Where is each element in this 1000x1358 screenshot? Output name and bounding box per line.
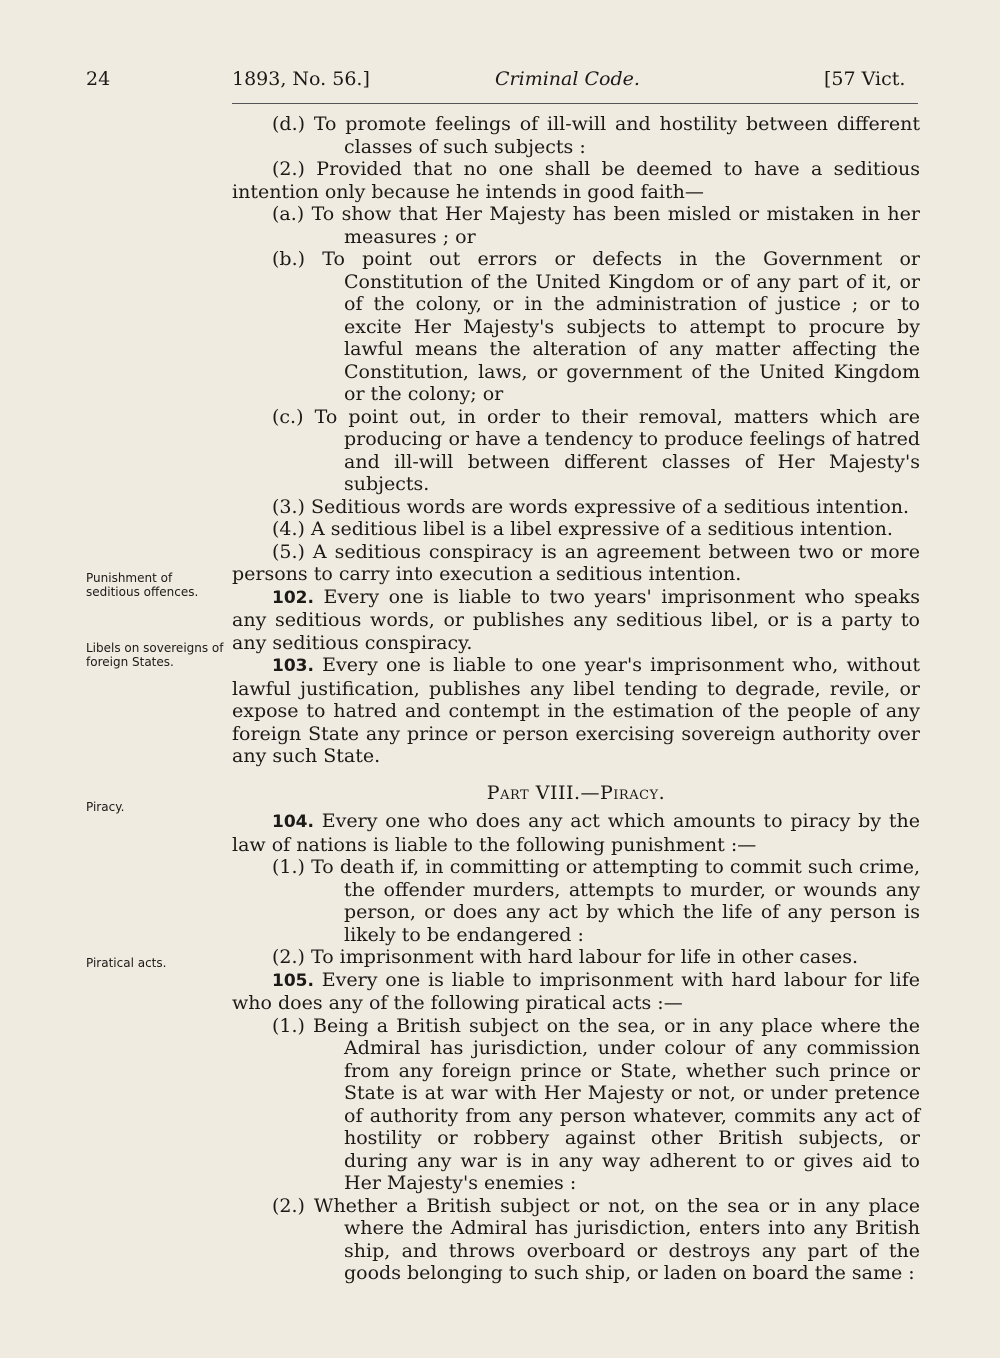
section-103: [232, 654, 920, 768]
act-reference: 1893, No. 56.]: [232, 68, 370, 90]
section-102: [232, 586, 920, 655]
clause-d: (d.) To promote feelings of ill-will and hostility between different classes of such subjects :: [272, 113, 920, 158]
margin-note-102: Punishment of seditious offences.: [86, 571, 199, 599]
part-heading: [232, 782, 920, 805]
section-text-103: Every one is liable to one year's imprisonment who, without lawful justification, publishes any libel tending to degrade, revile, or expose to hatred and contempt in the estimation of the people of any foreign State any prince or person exercising sovereign authority over any such State.: [232, 654, 920, 767]
section-105: [232, 969, 920, 1015]
part-heading-text: Part VIII.—Piracy.: [486, 781, 666, 804]
margin-note-104: Piracy.: [86, 800, 125, 814]
regnal-year: [57 Vict.: [824, 68, 906, 90]
paragraph-105-2: (2.) Whether a British subject or not, on the sea or in any place where the Admiral has jurisdiction, enters into any British ship, and throws overboard or destroys any part of the goods belonging to such ship, or laden on board the same :: [272, 1194, 920, 1284]
paragraph-104-2: (2.) To imprisonment with hard labour for life in other cases.: [272, 946, 858, 968]
section-text-105: Every one is liable to imprisonment with hard labour for life who does any of the following piratical acts :—: [232, 968, 920, 1014]
section-number-103: 103.: [272, 656, 314, 676]
margin-note-105: Piratical acts.: [86, 956, 167, 970]
paragraph-105-1: (1.) Being a British subject on the sea, or in any place where the Admiral has jurisdiction, under colour of any commission from any foreign prince or State, whether such prince or State is at war with Her Majesty or not, or under pretence of authority from any person whatever, commits any act of hostility or robbery against other British subjects, or during any war is in any way adherent to or gives aid to Her Majesty's enemies :: [272, 1014, 920, 1194]
running-header: [0, 68, 1000, 100]
clause-c: (c.) To point out, in order to their removal, matters which are producing or have a tendency to produce feelings of hatred and ill-will between different classes of Her Majesty's subjects.: [272, 405, 920, 495]
subsection-5: (5.) A seditious conspiracy is an agreement between two or more persons to carry into execution a seditious intention.: [232, 540, 920, 585]
margin-note-103: Libels on sovereigns of foreign States.: [86, 641, 224, 669]
clause-a: (a.) To show that Her Majesty has been misled or mistaken in her measures ; or: [272, 203, 920, 248]
section-text-102: Every one is liable to two years' imprisonment who speaks any seditious words, or publishes any seditious libel, or is a party to any seditious conspiracy.: [232, 585, 920, 654]
section-number-104: 104.: [272, 812, 314, 832]
subsection-3: (3.) Seditious words are words expressive of a seditious intention.: [272, 495, 910, 518]
clause-b: (b.) To point out errors or defects in the Government or Constitution of the United Kingdom or of any part of it, or of the colony, or in the administration of justice ; or to excite Her Majesty's subjects to attempt to procure by lawful means the alteration of any matter affecting the Constitution, laws, or government of the United Kingdom or the colony; or: [272, 248, 920, 405]
body-text: [232, 113, 920, 1285]
page-number: 24: [86, 68, 111, 90]
paragraph-104-1: (1.) To death if, in committing or attempting to commit such crime, the offender murders, attempts to murder, or wounds any person, or does any act by which the life of any person is likely to be endangered :: [272, 856, 920, 946]
subsection-4: (4.) A seditious libel is a libel expressive of a seditious intention.: [272, 518, 893, 540]
subsection-2: (2.) Provided that no one shall be deemed to have a seditious intention only because he intends in good faith—: [232, 158, 920, 203]
section-number-102: 102.: [272, 587, 314, 608]
running-title: Criminal Code.: [495, 68, 640, 90]
section-number-105: 105.: [272, 970, 314, 991]
section-text-104: Every one who does any act which amounts to piracy by the law of nations is liable to the following punishment :—: [232, 810, 920, 856]
header-rule: [232, 103, 918, 104]
section-104: [232, 810, 920, 856]
